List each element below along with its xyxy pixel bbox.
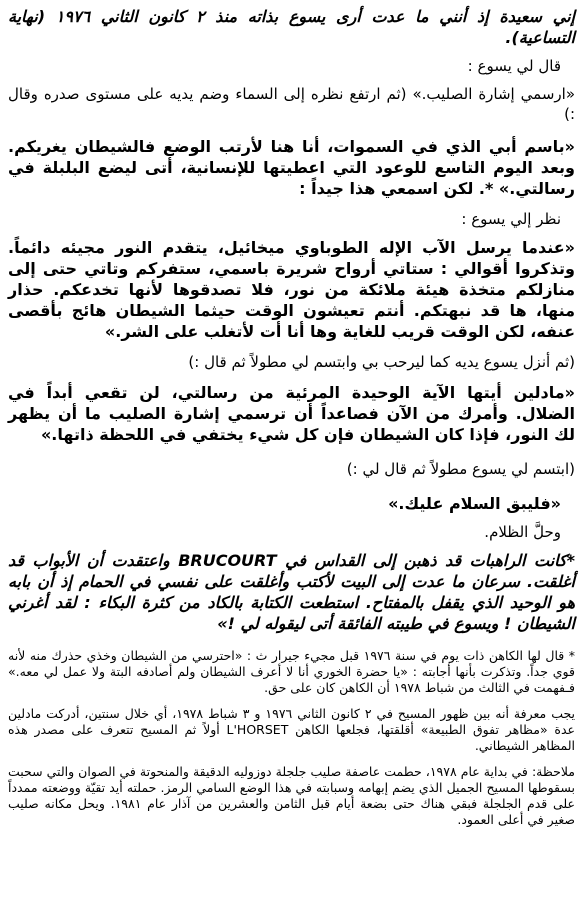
peace-line: «فليبق السلام عليك.» bbox=[388, 494, 561, 513]
brucourt-paragraph: *كانت الراهبات قد ذهبن إلى القداس في BRUCOURT واعتقدت أن الأبواب قد أغلقت. سرعان ما عدت إلى البيت لأكتب وأغلقت على نفسي في الحمام إذ أن بابه هو الوحيد الذي يقفل بالمفتاح. استطعت الكتابة بالكاد من كثرة البكاء : لقد أغرني الشيطان ! ويسوع في طيبته الفائقة أتى ليقوله لي !» bbox=[8, 551, 576, 633]
jesus-looked-line: نظر إلي يسوع : bbox=[461, 210, 561, 228]
intro-paragraph: إني سعيدة إذ أنني ما عدت أرى يسوع بذاته منذ ٢ كانون الثاني ١٩٧٦ (نهاية التساعية). bbox=[8, 7, 575, 47]
father-name-paragraph: «باسم أبي الذي في السموات، أنا هنا لأرتب الوضع فالشيطان يغريكم. وبعد اليوم التاسع للوعود التي اعطيتها للإنسانية، أتى ليضع البلبلة في رسالتي.» *. لكن اسمعي هذا جيداً : bbox=[8, 137, 575, 198]
note-storm-cross: ملاحظة: في بداية عام ١٩٧٨، حطمت عاصفة صليب جلجلة دوزوليه الدقيقة والمنحوتة في الصوان والتي سحبت بسقوطها المسيح الجميل الذي يضم إبهامه وسبابته في هذا الوضع السامي الرمز. حملته أيد تقيّة ووضعته ممدداً على قدم الجلجلة فبقي هناك حتى بضعة أيام قبل الثامن والعشرين من آذار عام ١٩٨١. ويحل مكانه صليب صغير في أعلى العمود. bbox=[8, 764, 575, 827]
footnote-priest: * قال لها الكاهن ذات يوم في سنة ١٩٧٦ قبل مجيء جيرار ث : «احترسي من الشيطان وخذي حذرك منه لأنه قوي جداً. وتذكرت بأنها أجابته : «يا حضرة الخوري أنا لا أعرف الشيطان ولم أصادفه البتة ولا عمل لي معه.» فـفهمت في الثالث من شباط ١٩٧٨ أن الكاهن كان على حق. bbox=[8, 648, 575, 695]
madeleine-sign-paragraph: «مادلين أيتها الآية الوحيدة المرئية من رسالتي، لن تقعي أبداً في الضلال. وأمرك من الآن فصاعداً أن ترسمي إشارة الصليب ما أن يظهر لك النور، فإذا كان الشيطان فإن كل شيء يختفي في اللحظة ذاتها.» bbox=[8, 383, 575, 444]
note-apparitions: يجب معرفة أنه بين ظهور المسيح في ٢ كانون الثاني ١٩٧٦ و ٣ شباط ١٩٧٨، أي خلال سنتين، أدركت مادلين عدة «مظاهر تفوق الطبيعة» أقلقتها، فجلعها الكاهن L'HORSET أولاً ثم المسيح تتعرف على مصدر هذه المظاهر الشيطاني. bbox=[8, 706, 576, 753]
jesus-lowered-hands-paragraph: (ثم أنزل يسوع يديه كما ليرحب بي وابتسم لي مطولاً ثم قال :) bbox=[188, 353, 575, 371]
darkness-line: وحلَّ الظلام. bbox=[484, 523, 561, 541]
michael-paragraph: «عندما يرسل الآب الإله الطوباوي ميخائيل، يتقدم النور مجيئه دائماً. وتذكروا أقوالي : ستاتي أرواح شريرة باسمي، ستفركم وتاتي حتى إلى منازلكم متخذة هيئة ملائكة من نور، فلا تصدقوها لأنها تخدعكم. حذار منها، ها قد نبهتكم. أنتم تعيشون الوقت حيثما الشيطان هائج بأقصى عنفه، لكن الوقت قريب للغاية وها أنا أت لأتغلب على الشر.» bbox=[8, 238, 575, 341]
sign-of-cross-paragraph: «ارسمي إشارة الصليب.» (ثم ارتفع نظره إلى السماء وضم يديه على مستوى صدره وقال :) bbox=[8, 85, 575, 123]
jesus-said-line: قال لي يسوع : bbox=[467, 57, 561, 75]
jesus-smiled-line: (ابتسم لي يسوع مطولاً ثم قال لي :) bbox=[346, 460, 575, 478]
